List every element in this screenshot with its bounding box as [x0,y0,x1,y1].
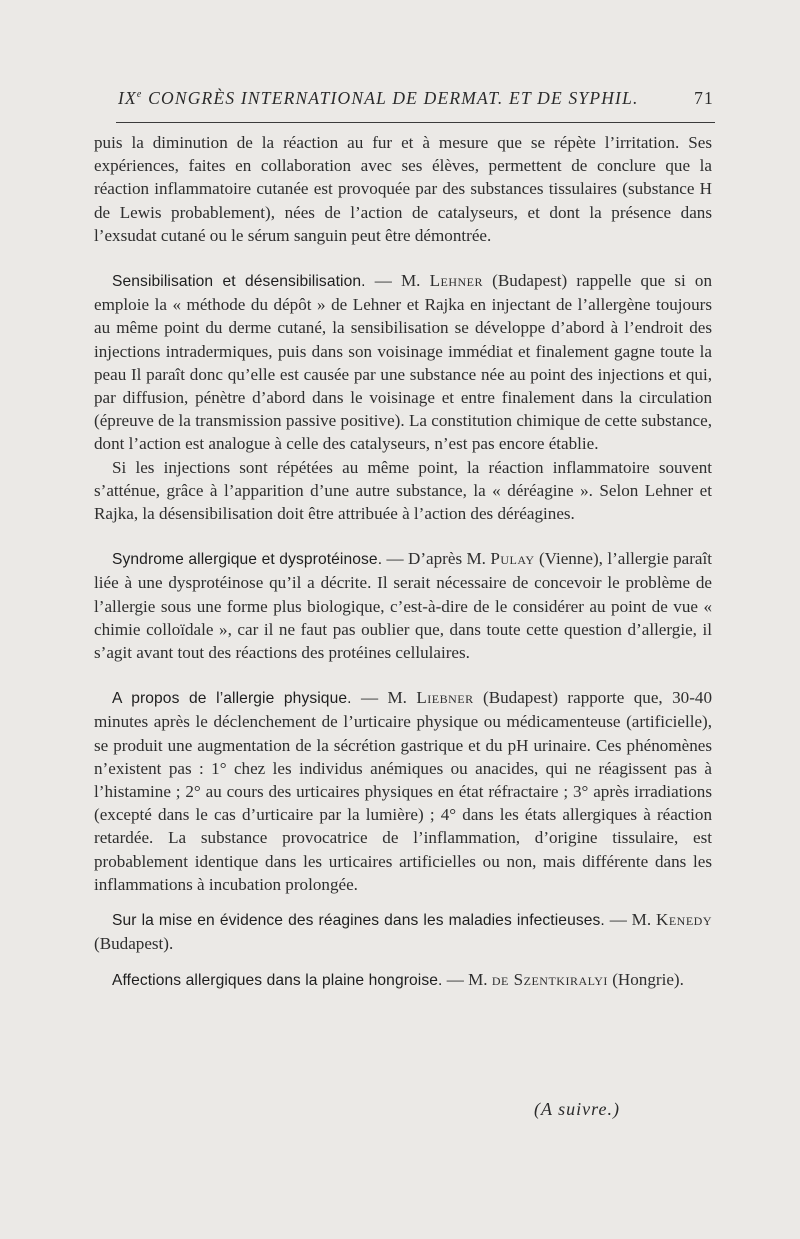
section-text: (Vienne), l’allergie paraît liée à une dysprotéinose qu’il a décrite. Il serait nécessaire de concevoir le problème de l’allergie sous une forme plus biologique, c’est-à-dire de le considérer au point de vue « chimie colloïdale », car il ne faut pas oublier que, dans toute cette question d’allergie, il s’agit avant tout des réactions des protéines cellulaires. [94,549,712,663]
header-title-sup: e [136,89,143,101]
section-spacer [94,525,712,547]
page-number: 71 [694,88,714,108]
section-dash: — D’après M. [382,549,491,569]
article-body [94,131,712,992]
section-sensibilisation [94,269,712,456]
section-heading: Sensibilisation et désensibilisation. [112,273,366,291]
header-title [118,88,639,109]
section-reagines [94,908,712,955]
section-heading: Sur la mise en évidence des réagines dans les maladies infectieuses. [112,912,605,930]
section-text: (Hongrie). [607,969,684,989]
section-allergie-physique [94,686,712,896]
author-name: Liebner [416,688,474,708]
section-syndrome [94,547,712,664]
section-dash: — M. [442,969,492,989]
author-name: Lehner [429,271,484,291]
section-text: (Budapest). [94,934,174,954]
section-text: (Budapest) rappelle que si on emploie la « méthode du dépôt » de Lehner et Rajka en injectant de l’allergène toujours au même point du derme cutané, la sensibilisation se développe d’abord à l’endroit des injections intradermiques, puis dans son voisinage immédiat et finalement gagne toute la peau Il paraît donc qu’elle est causée par une substance née au point des injections et qui, par diffusion, pénètre d’abord dans le voisinage et entre finalement dans la circulation (épreuve de la transmission passive positive). La constitution chimique de cette substance, dont l’action est analogue à celle des catalyseurs, n’est pas encore établie. [94,271,712,454]
author-name: Pulay [490,549,535,569]
section-text: (Budapest) rapporte que, 30-40 minutes après le déclenchement de l’urticaire physique ou médicamenteuse (artificielle), se produit une augmentation de la sécrétion gastrique et du pH urinaire. Ces phénomènes n’existent pas : 1° chez les individus anémiques ou anacides, qui ne réagissent pas à l’histamine ; 2° au cours des urticaires physiques en état réfractaire ; 3° après irradiations (excepté dans le cas d’urticaire par la lumière) ; 4° dans les états allergiques à réaction retardée. La substance provocatrice de l’inflammation, d’origine tissulaire, est probablement identique dans les urticaires artificielles ou non, mais différente dans les inflammations à incubation prolongée. [94,688,712,894]
section-spacer [94,896,712,908]
section-spacer [94,664,712,686]
continuation-note: (A suivre.) [534,1099,620,1119]
section-dash: — M. [604,910,656,930]
section-dash: — M. [351,688,417,708]
running-header [118,84,714,114]
section-sensibilisation-cont: Si les injections sont répétées au même point, la réaction inflammatoire souvent s’atténue, grâce à l’apparition d’une autre substance, la « déréagine ». Selon Lehner et Rajka, la désensibilisation doit être attribuée à l’action des déréagines. [94,457,712,524]
intro-paragraph: puis la diminution de la réaction au fur et à mesure que se répète l’irritation. Ses expériences, faites en collaboration avec ses élèves, permettent de conclure que la réaction inflammatoire cutanée est provoquée par des substances tissulaires (substance H de Lewis probablement), nées de l’action de catalyseurs, et dont la présence dans l’exsudat cutané ou le sérum sanguin peut être démontrée. [94,133,712,245]
header-title-rest: CONGRÈS INTERNATIONAL DE DERMAT. ET DE SYPHIL. [142,88,639,108]
section-heading: A propos de l’allergie physique. [112,690,352,708]
author-name: de Szentkiralyi [491,969,608,989]
author-name: Kenedy [655,910,712,930]
section-heading: Syndrome allergique et dysprotéinose. [112,551,383,569]
section-spacer [94,956,712,968]
header-rule [116,122,715,123]
header-title-roman: IX [118,88,137,108]
section-spacer [94,247,712,269]
section-dash: — M. [365,271,430,291]
section-plaine-hongroise [94,968,712,992]
section-heading: Affections allergiques dans la plaine hongroise. [112,971,443,989]
